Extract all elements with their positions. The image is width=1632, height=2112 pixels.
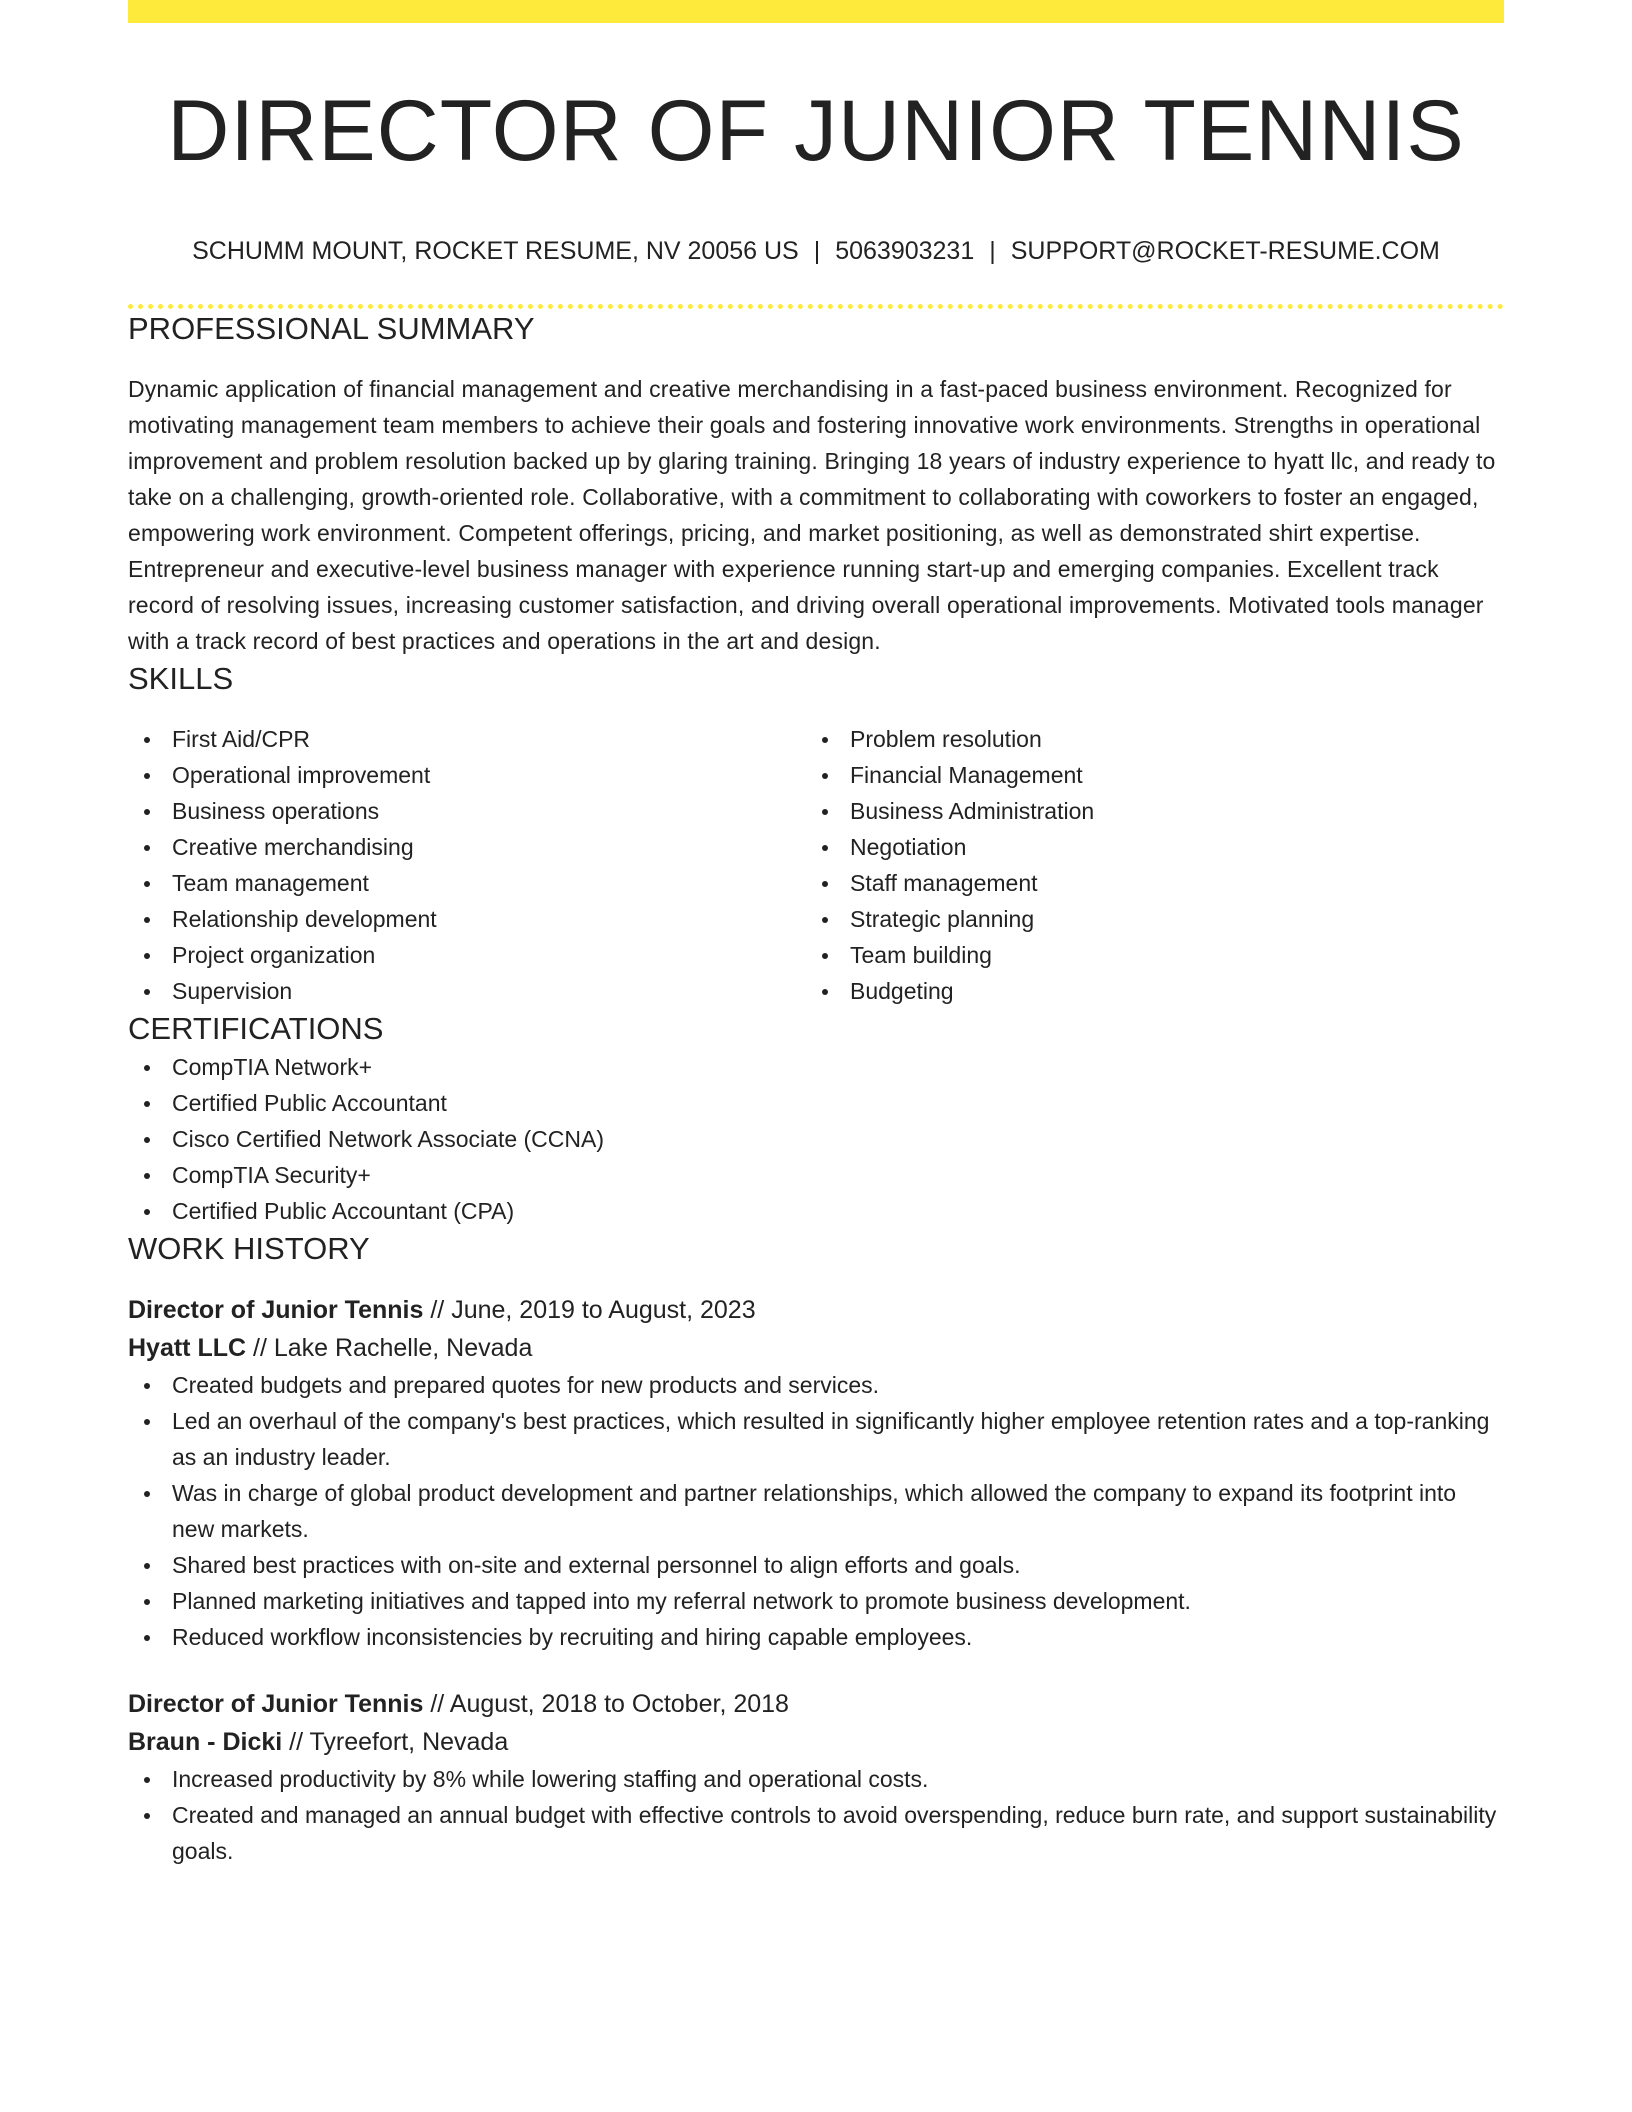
job-entry — [128, 1685, 1504, 1869]
job-company-line — [128, 1329, 1504, 1367]
skill-item: Budgeting — [806, 973, 1484, 1009]
job-bullet: Planned marketing initiatives and tapped into my referral network to promote business development. — [128, 1583, 1504, 1619]
certification-item: Cisco Certified Network Associate (CCNA) — [128, 1121, 1504, 1157]
job-entry — [128, 1291, 1504, 1655]
summary-text: Dynamic application of financial management and creative merchandising in a fast-paced business environment. Recognized for motivating management team members to achieve their goals and fostering innovative work environments. Strengths in operational improvement and problem resolution backed up by glaring training. Bringing 18 years of industry experience to hyatt llc, and ready to take on a challenging, growth-oriented role. Collaborative, with a commitment to collaborating with coworkers to foster an engaged, empowering work environment. Competent offerings, pricing, and market positioning, as well as demonstrated shirt expertise. Entrepreneur and executive-level business manager with experience running start-up and emerging companies. Excellent track record of resolving issues, increasing customer satisfaction, and driving overall operational improvements. Motivated tools manager with a track record of best practices and operations in the art and design. — [128, 376, 1496, 654]
job-dates: // June, 2019 to August, 2023 — [423, 1296, 756, 1324]
skills-list-right — [806, 721, 1484, 1009]
job-bullet: Led an overhaul of the company's best practices, which resulted in significantly higher employee retention rates and a top-ranking as an industry leader. — [128, 1403, 1504, 1475]
contact-line — [128, 235, 1504, 267]
job-header — [128, 1685, 1504, 1761]
certification-item: Certified Public Accountant — [128, 1085, 1504, 1121]
job-title-line — [128, 1685, 1504, 1723]
skill-item: Negotiation — [806, 829, 1484, 865]
skill-item: Team building — [806, 937, 1484, 973]
skill-item: Financial Management — [806, 757, 1484, 793]
job-bullet: Created budgets and prepared quotes for new products and services. — [128, 1367, 1504, 1403]
skill-item: Creative merchandising — [128, 829, 806, 865]
skill-item: Problem resolution — [806, 721, 1484, 757]
job-bullet: Reduced workflow inconsistencies by recruiting and hiring capable employees. — [128, 1619, 1504, 1655]
certification-item: Certified Public Accountant (CPA) — [128, 1193, 1504, 1229]
job-company: Hyatt LLC — [128, 1334, 247, 1362]
job-title: Director of Junior Tennis — [128, 1296, 424, 1324]
summary-heading: PROFESSIONAL SUMMARY — [128, 311, 535, 346]
skills-columns — [128, 721, 1504, 1009]
job-title-line — [128, 1291, 1504, 1329]
contact-email[interactable]: SUPPORT@ROCKET-RESUME.COM — [1010, 237, 1440, 265]
contact-separator: | — [813, 237, 821, 265]
skill-item: Project organization — [128, 937, 806, 973]
skill-item: Supervision — [128, 973, 806, 1009]
skill-item: Business operations — [128, 793, 806, 829]
skills-heading: SKILLS — [128, 661, 234, 696]
job-company: Braun - Dicki — [128, 1728, 283, 1756]
skills-list-left — [128, 721, 806, 1009]
certifications-heading: CERTIFICATIONS — [128, 1011, 384, 1046]
job-location: // Tyreefort, Nevada — [282, 1728, 509, 1756]
job-company-line — [128, 1723, 1504, 1761]
skill-item: Strategic planning — [806, 901, 1484, 937]
job-bullet: Created and managed an annual budget with effective controls to avoid overspending, reduce burn rate, and support sustainability goals. — [128, 1797, 1504, 1869]
page-title: DIRECTOR OF JUNIOR TENNIS — [167, 83, 1465, 179]
skill-item: Business Administration — [806, 793, 1484, 829]
job-bullets — [128, 1761, 1504, 1869]
contact-address: SCHUMM MOUNT, ROCKET RESUME, NV 20056 US — [192, 237, 799, 265]
work-history-heading: WORK HISTORY — [128, 1231, 370, 1266]
skill-item: Team management — [128, 865, 806, 901]
resume-content — [128, 0, 1504, 1869]
certification-item: CompTIA Security+ — [128, 1157, 1504, 1193]
job-bullet: Was in charge of global product development and partner relationships, which allowed the company to expand its footprint into new markets. — [128, 1475, 1504, 1547]
certification-item: CompTIA Network+ — [128, 1049, 1504, 1085]
skill-item: Staff management — [806, 865, 1484, 901]
skill-item: Operational improvement — [128, 757, 806, 793]
certifications-list — [128, 1049, 1504, 1229]
job-bullet: Shared best practices with on-site and external personnel to align efforts and goals. — [128, 1547, 1504, 1583]
skill-item: First Aid/CPR — [128, 721, 806, 757]
contact-phone: 5063903231 — [835, 237, 975, 265]
contact-separator: | — [989, 237, 996, 265]
job-dates: // August, 2018 to October, 2018 — [423, 1690, 789, 1718]
job-header — [128, 1291, 1504, 1367]
skill-item: Relationship development — [128, 901, 806, 937]
job-location: // Lake Rachelle, Nevada — [246, 1334, 533, 1362]
job-title: Director of Junior Tennis — [128, 1690, 424, 1718]
job-bullet: Increased productivity by 8% while lowering staffing and operational costs. — [128, 1761, 1504, 1797]
job-bullets — [128, 1367, 1504, 1655]
